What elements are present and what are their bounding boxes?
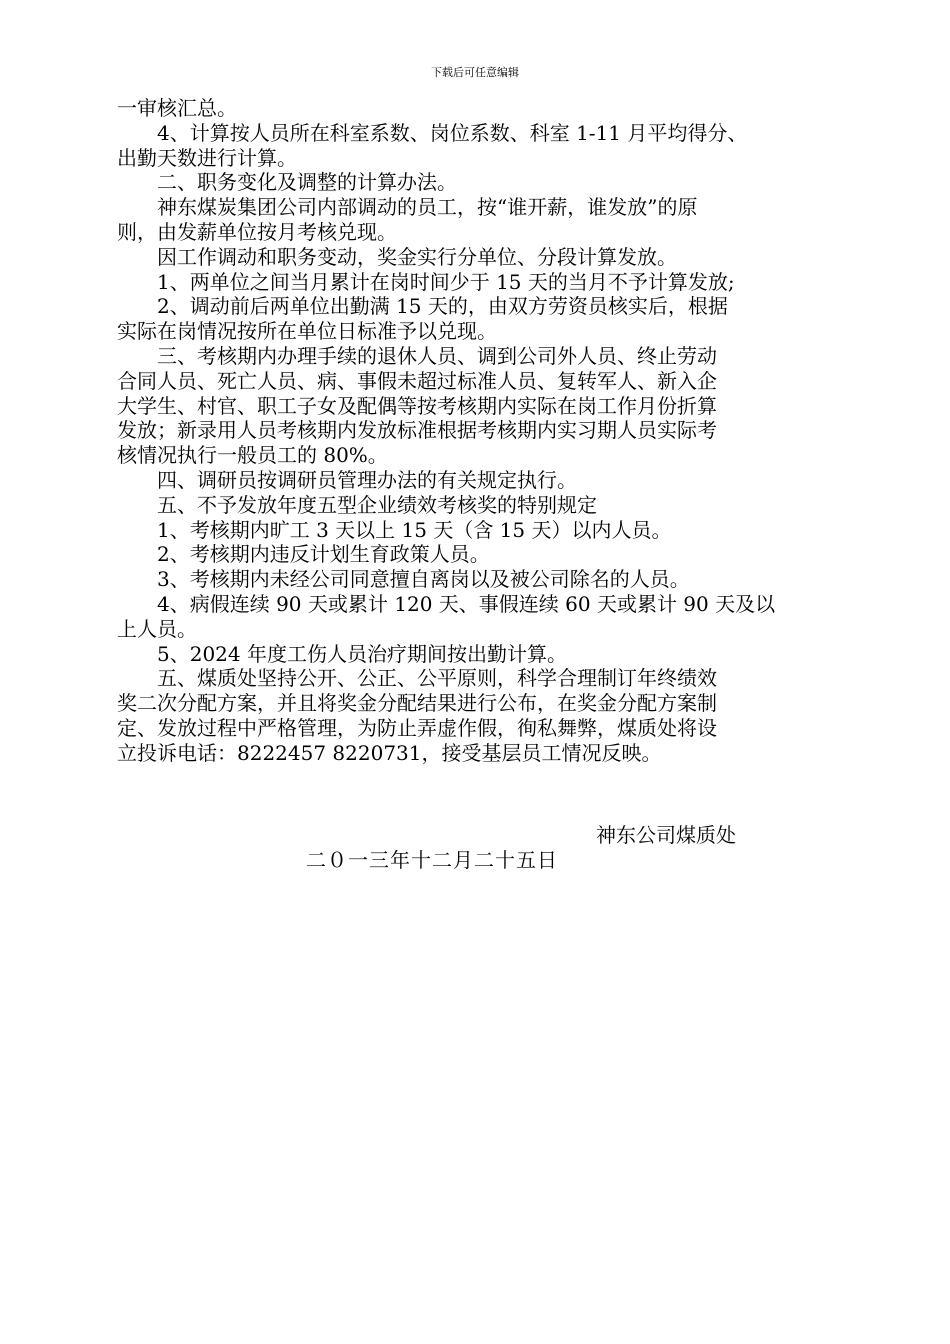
- body-line: 4、病假连续 90 天或累计 120 天、事假连续 60 天或累计 90 天及以: [117, 591, 776, 616]
- body-line: 五、煤质处坚持公开、公正、公平原则，科学合理制订年终绩效: [117, 666, 717, 691]
- body-line: 1、考核期内旷工 3 天以上 15 天（含 15 天）以内人员。: [117, 517, 672, 542]
- body-line: 发放；新录用人员考核期内发放标准根据考核期内实习期人员实际考: [117, 418, 717, 443]
- body-line: 合同人员、死亡人员、病、事假未超过标准人员、复转军人、新入企: [117, 368, 717, 393]
- body-line: 核情况执行一般员工的 80%。: [117, 443, 388, 468]
- body-line: 5、2024 年度工伤人员治疗期间按出勤计算。: [117, 641, 567, 666]
- page-header: 下载后可任意编辑: [431, 66, 519, 79]
- body-line: 2、考核期内违反计划生育政策人员。: [117, 542, 490, 567]
- body-line: 四、调研员按调研员管理办法的有关规定执行。: [117, 467, 577, 492]
- body-line: 立投诉电话：8222457 8220731，接受基层员工情况反映。: [117, 740, 662, 765]
- signature-organization: 神东公司煤质处: [596, 823, 736, 847]
- body-line: 2、调动前后两单位出勤满 15 天的，由双方劳资员核实后，根据: [117, 294, 728, 319]
- body-line: 4、计算按人员所在科室系数、岗位系数、科室 1-11 月平均得分、: [117, 120, 748, 145]
- body-line: 出勤天数进行计算。: [117, 145, 297, 170]
- document-body: [117, 96, 847, 766]
- body-line: 二、职务变化及调整的计算办法。: [117, 170, 457, 195]
- signature-date: 二０一三年十二月二十五日: [306, 848, 558, 872]
- body-line: 定、发放过程中严格管理，为防止弄虚作假，徇私舞弊，煤质处将设: [117, 715, 717, 740]
- body-line: 一审核汇总。: [117, 96, 237, 120]
- body-line: 神东煤炭集团公司内部调动的员工，按“谁开薪，谁发放”的原: [117, 195, 698, 220]
- body-line: 五、不予发放年度五型企业绩效考核奖的特别规定: [117, 492, 597, 517]
- body-line: 则，由发薪单位按月考核兑现。: [117, 219, 397, 244]
- body-line: 3、考核期内未经公司同意擅自离岗以及被公司除名的人员。: [117, 567, 690, 592]
- body-line: 奖二次分配方案，并且将奖金分配结果进行公布，在奖金分配方案制: [117, 691, 717, 716]
- body-line: 1、两单位之间当月累计在岗时间少于 15 天的当月不予计算发放;: [117, 269, 735, 294]
- body-line: 因工作调动和职务变动，奖金实行分单位、分段计算发放。: [117, 244, 677, 269]
- body-line: 实际在岗情况按所在单位日标准予以兑现。: [117, 319, 497, 344]
- body-line: 上人员。: [117, 616, 197, 641]
- body-line: 大学生、村官、职工子女及配偶等按考核期内实际在岗工作月份折算: [117, 393, 717, 418]
- body-line: 三、考核期内办理手续的退休人员、调到公司外人员、终止劳动: [117, 343, 717, 368]
